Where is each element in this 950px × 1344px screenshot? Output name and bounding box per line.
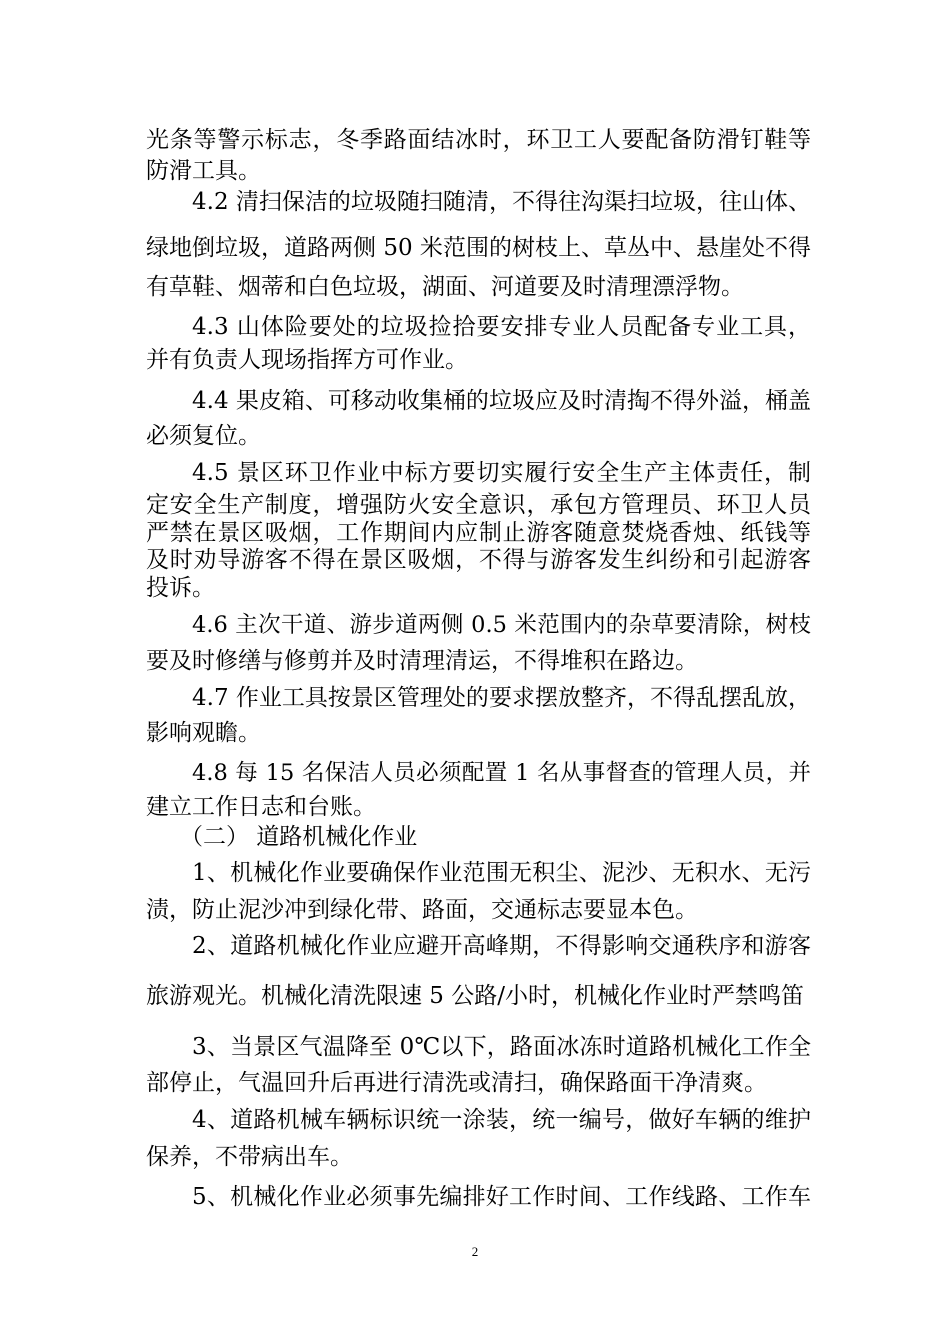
section-heading: （二） 道路机械化作业 <box>180 824 418 850</box>
text-line: 有草鞋、烟蒂和白色垃圾，湖面、河道要及时清理漂浮物。 <box>146 274 744 300</box>
text-line: 必须复位。 <box>146 423 261 449</box>
text-line: 并有负责人现场指挥方可作业。 <box>146 347 468 373</box>
paragraph-start: 4.7 作业工具按景区管理处的要求摆放整齐，不得乱摆乱放， <box>192 685 811 711</box>
text-line: 投诉。 <box>146 575 215 601</box>
text-line: 严禁在景区吸烟，工作期间内应制止游客随意焚烧香烛、纸钱等 <box>146 520 811 546</box>
text-line: 影响观瞻。 <box>146 720 261 746</box>
text-line: 及时劝导游客不得在景区吸烟，不得与游客发生纠纷和引起游客 <box>146 547 811 573</box>
text-line: 渍，防止泥沙冲到绿化带、路面，交通标志要显本色。 <box>146 897 698 923</box>
paragraph-start: 4.5 景区环卫作业中标方要切实履行安全生产主体责任，制 <box>192 460 811 486</box>
paragraph-start: 5、机械化作业必须事先编排好工作时间、工作线路、工作车 <box>192 1184 811 1210</box>
paragraph-start: 4.2 清扫保洁的垃圾随扫随清，不得往沟渠扫垃圾，往山体、 <box>192 189 811 215</box>
page-number: 2 <box>471 1244 479 1259</box>
paragraph-start: 4.8 每 15 名保洁人员必须配置 1 名从事督查的管理人员，并 <box>192 760 811 786</box>
paragraph-start: 4.3 山体险要处的垃圾捡拾要安排专业人员配备专业工具， <box>192 314 811 340</box>
text-line: 部停止，气温回升后再进行清洗或清扫，确保路面干净清爽。 <box>146 1070 767 1096</box>
text-line: 保养，不带病出车。 <box>146 1144 353 1170</box>
paragraph-start: 3、当景区气温降至 0℃以下，路面冰冻时道路机械化工作全 <box>192 1034 811 1060</box>
text-line: 定安全生产制度，增强防火安全意识，承包方管理员、环卫人员 <box>146 492 811 518</box>
text-line: 旅游观光。机械化清洗限速 5 公路/小时，机械化作业时严禁鸣笛 <box>146 983 805 1009</box>
paragraph-start: 4.4 果皮箱、可移动收集桶的垃圾应及时清掏不得外溢，桶盖 <box>192 388 811 414</box>
text-line: 建立工作日志和台账。 <box>146 794 376 820</box>
paragraph-start: 2、道路机械化作业应避开高峰期，不得影响交通秩序和游客 <box>192 933 811 959</box>
paragraph-start: 4、道路机械车辆标识统一涂装，统一编号，做好车辆的维护 <box>192 1107 811 1133</box>
paragraph-start: 4.6 主次干道、游步道两侧 0.5 米范围内的杂草要清除，树枝 <box>192 612 811 638</box>
text-line: 光条等警示标志，冬季路面结冰时，环卫工人要配备防滑钉鞋等 <box>146 127 811 153</box>
text-line: 要及时修缮与修剪并及时清理清运，不得堆积在路边。 <box>146 648 698 674</box>
paragraph-start: 1、机械化作业要确保作业范围无积尘、泥沙、无积水、无污 <box>192 860 811 886</box>
text-line: 防滑工具。 <box>146 158 261 184</box>
text-line: 绿地倒垃圾，道路两侧 50 米范围的树枝上、草丛中、悬崖处不得 <box>146 235 811 261</box>
